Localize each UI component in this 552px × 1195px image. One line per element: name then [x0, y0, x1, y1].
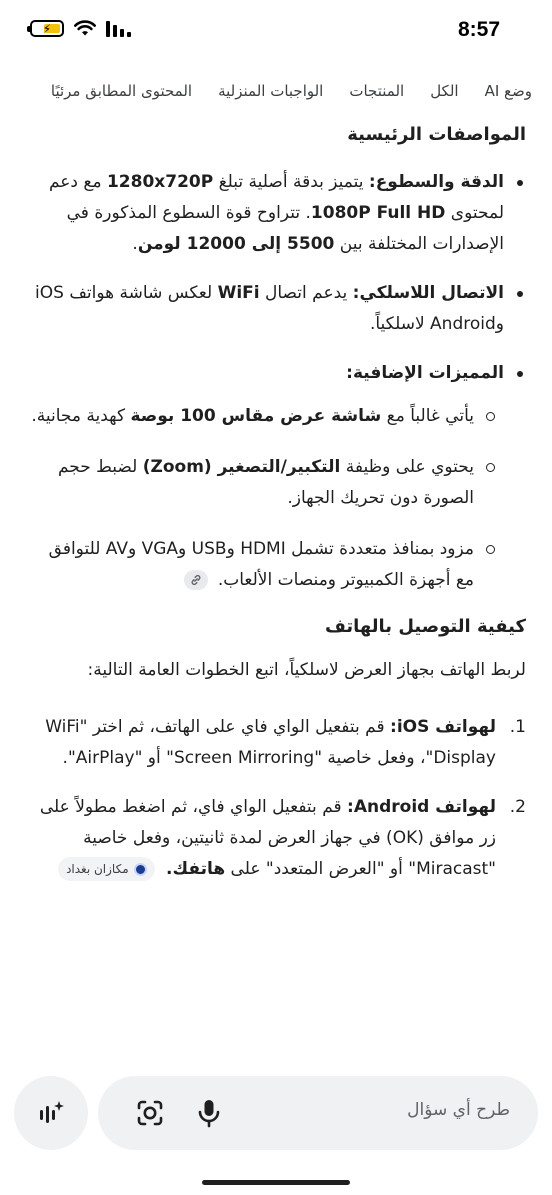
search-filter-tabs: [20, 78, 532, 104]
tab-all[interactable]: الكل: [430, 82, 459, 100]
ask-input-bar[interactable]: [98, 1076, 538, 1150]
connect-intro: لربط الهاتف بجهاز العرض لاسلكياً، اتبع الخطوات العامة التالية:: [87, 660, 526, 680]
sparkle-bars-icon: [36, 1098, 66, 1128]
section-heading-connect: كيفية التوصيل بالهاتف: [324, 616, 526, 637]
step-android-text: قم بتفعيل الواي فاي، ثم اضغط مطولاً على زر موافق (OK) في جهاز العرض لمدة ثانيتين، وفعل خاصية "Miracast" أو "العرض المتعدد" على: [39, 797, 496, 879]
ai-answer-content: [26, 124, 526, 903]
resolution-fullhd: 1080P Full HD: [310, 203, 446, 223]
zoom-text-2: لضبط حجم الصورة دون تحريك الجهاز.: [57, 457, 474, 508]
specs-list: [26, 167, 526, 596]
ports-text: مزود بمنافذ متعددة تشمل HDMI وUSB وVGA وAV للتوافق مع أجهزة الكمبيوتر ومنصات الألعاب.: [48, 539, 474, 590]
tab-homework[interactable]: الواجبات المنزلية: [218, 82, 324, 100]
wifi-icon: [74, 20, 96, 37]
screen-text-2: كهدية مجانية.: [31, 406, 131, 426]
camera-lens-icon[interactable]: [134, 1097, 166, 1129]
tab-visual-matches[interactable]: المحتوى المطابق مرئيًا: [50, 82, 193, 100]
resolution-title: الدقة والسطوع:: [368, 172, 504, 192]
resolution-native: 1280x720P: [106, 172, 214, 192]
battery-icon: ⚡: [30, 20, 64, 37]
cellular-signal-icon: [106, 21, 131, 37]
list-item-extras: [26, 358, 526, 596]
status-icons: [30, 20, 131, 37]
resolution-text-4: .: [132, 234, 138, 254]
wireless-wifi: WiFi: [217, 283, 260, 303]
source-name: مكازان بغداد: [66, 862, 129, 876]
step-android: [26, 792, 526, 885]
step-ios-title: لهواتف iOS:: [390, 717, 496, 737]
sublist-item-ports: [26, 534, 504, 596]
status-time: 8:57: [457, 18, 500, 41]
home-indicator: [202, 1180, 350, 1185]
step-android-title: لهواتف Android:: [347, 797, 496, 817]
sublist-item-screen: [26, 401, 504, 432]
section-heading-key-specs: المواصفات الرئيسية: [347, 124, 526, 145]
source-favicon-icon: [134, 863, 147, 876]
wireless-title: الاتصال اللاسلكي:: [352, 283, 504, 303]
sublist-item-zoom: [26, 452, 504, 514]
screen-text-1: يأتي غالباً مع: [381, 406, 474, 426]
content-fade: [0, 1040, 552, 1070]
source-chip[interactable]: [58, 857, 155, 881]
status-bar: [0, 0, 552, 62]
list-item-wireless: [26, 278, 526, 340]
screen-bold: شاشة عرض مقاس 100 بوصة: [130, 406, 382, 426]
link-icon: [189, 573, 203, 587]
resolution-text-3: . تتراوح قوة السطوع المذكورة في الإصدارات المختلفة بين: [66, 203, 504, 254]
zoom-text-1: يحتوي على وظيفة: [340, 457, 474, 477]
tab-products[interactable]: المنتجات: [349, 82, 405, 100]
step-number: 2.: [509, 797, 526, 817]
zoom-bold: التكبير/التصغير (Zoom): [142, 457, 341, 477]
source-link-button[interactable]: [184, 570, 208, 590]
step-android-end: هاتفك.: [166, 859, 226, 879]
wireless-text-2: لعكس شاشة هواتف iOS وAndroid لاسلكياً.: [35, 283, 504, 334]
step-ios-text: قم بتفعيل الواي فاي على الهاتف، ثم اختر "WiFi Display"، وفعل خاصية "Screen Mirroring" أو "AirPlay".: [45, 717, 496, 768]
extras-sublist: [26, 401, 504, 596]
tab-ai-mode[interactable]: وضع AI: [484, 82, 532, 100]
list-item-resolution: [26, 167, 526, 260]
extras-title: المميزات الإضافية:: [346, 363, 504, 383]
step-ios: [26, 712, 526, 774]
resolution-text-2: مع دعم لمحتوى: [48, 172, 504, 223]
bottom-bar: [0, 1070, 552, 1195]
step-number: 1.: [509, 717, 526, 737]
wireless-text-1: يدعم اتصال: [259, 283, 353, 303]
microphone-icon[interactable]: [193, 1097, 225, 1129]
ask-input-placeholder: طرح أي سؤال: [407, 1100, 510, 1120]
connect-steps-list: [26, 712, 526, 885]
ai-mode-button[interactable]: [14, 1076, 88, 1150]
resolution-text-1: يتميز بدقة أصلية تبلغ: [213, 172, 369, 192]
resolution-lumens: 5500 إلى 12000 لومن: [137, 234, 335, 254]
